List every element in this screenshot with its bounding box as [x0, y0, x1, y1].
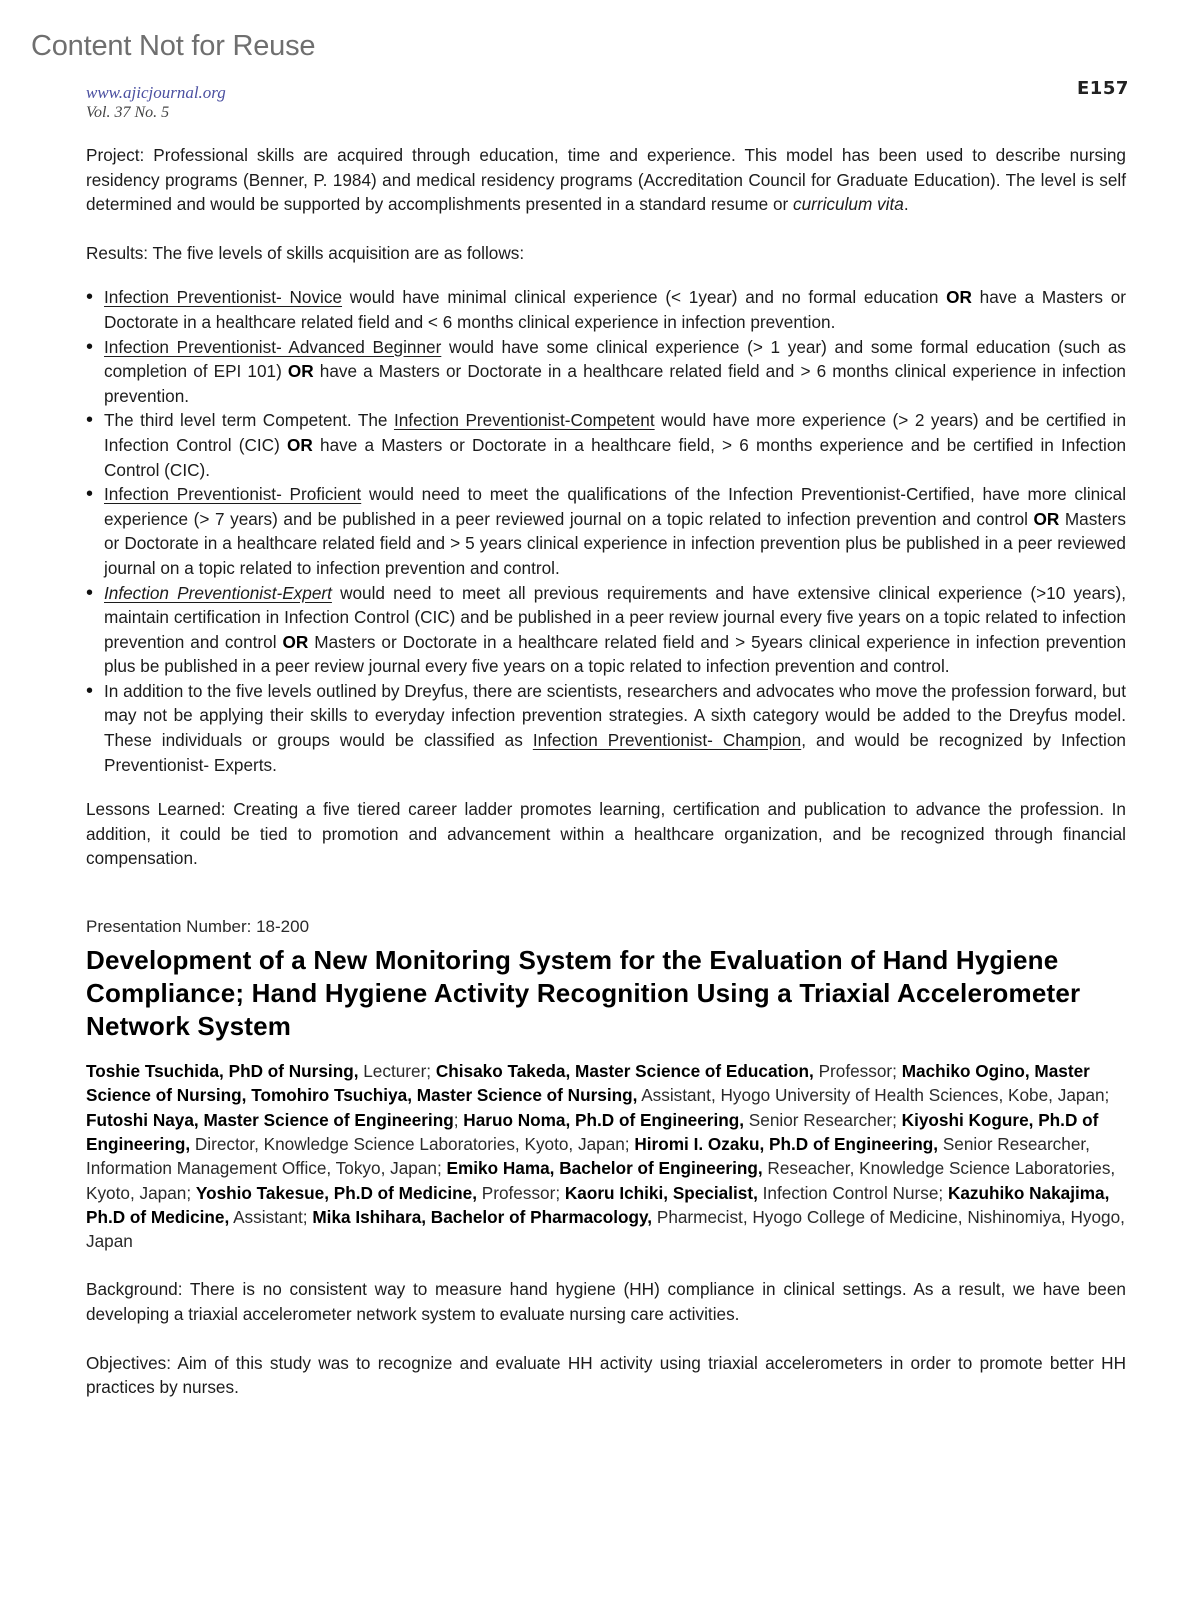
- or-keyword: OR: [1033, 508, 1060, 529]
- or-keyword: OR: [282, 631, 309, 652]
- author-name: Kiyoshi Kogure, Ph.D of Engineering,: [86, 1109, 1099, 1154]
- level-item-proficient: • Infection Preventionist- Proficient would need to meet the qualifications of the Infection Preventionist-Certified, have more clinical experience (> 7 years) and be published in a peer reviewed journal on a topic related to infection prevention and control OR Masters or Doctorate in a healthcare related field and > 5 years clinical experience in infection prevention plus be published in a peer reviewed journal on a topic related to infection prevention and control.: [86, 482, 1126, 580]
- author-name: Yoshio Takesue, Ph.D of Medicine,: [195, 1182, 477, 1203]
- level-item-novice: • Infection Preventionist- Novice would have minimal clinical experience (< 1year) and no formal education OR have a Masters or Doctorate in a healthcare related field and < 6 months clinical experience in infection prevention.: [86, 285, 1126, 334]
- author-name: Emiko Hama, Bachelor of Engineering,: [446, 1158, 763, 1179]
- page-number: E157: [1077, 78, 1129, 99]
- author-name: Kazuhiko Nakajima, Ph.D of Medicine,: [86, 1182, 1110, 1227]
- author-name: Hiromi I. Ozaku, Ph.D of Engineering,: [634, 1133, 939, 1154]
- skill-levels-list: [86, 285, 1126, 777]
- author-name: Kaoru Ichiki, Specialist,: [564, 1182, 758, 1203]
- or-keyword: OR: [287, 361, 314, 382]
- abstract-title: Development of a New Monitoring System for the Evaluation of Hand Hygiene Compliance; Hand Hygiene Activity Recognition Using a Triaxial Accelerometer Network System: [86, 945, 1081, 1042]
- volume-label: Vol. 37 No. 5: [86, 104, 170, 121]
- results-intro: Results: The five levels of skills acquisition are as follows:: [86, 242, 525, 263]
- level-item-expert: • Infection Preventionist-Expert would need to meet all previous requirements and have extensive clinical experience (>10 years), maintain certification in Infection Control (CIC) and be published in a peer review journal every five years on a topic related to infection prevention and control OR Masters or Doctorate in a healthcare related field and > 5years clinical experience in infection prevention plus be published in a peer review journal every five years on a topic related to infection prevention and control.: [86, 581, 1126, 679]
- objectives-paragraph: Objectives: Aim of this study was to recognize and evaluate HH activity using triaxial accelerometers in order to promote better HH practices by nurses.: [86, 1352, 1126, 1398]
- level-item-competent: • The third level term Competent. The Infection Preventionist-Competent would have more experience (> 2 years) and be certified in Infection Control (CIC) OR have a Masters or Doctorate in a healthcare field, > 6 months experience and be certified in Infection Control (CIC).: [86, 408, 1126, 482]
- lessons-learned-paragraph: Lessons Learned: Creating a five tiered career ladder promotes learning, certification and publication to advance the profession. In addition, it could be tied to promotion and advancement within a healthcare organization, and be recognized through financial compensation.: [86, 799, 1126, 869]
- author-name: Machiko Ogino, Master Science of Nursing, Tomohiro Tsuchiya, Master Science of Nursing,: [86, 1061, 1090, 1106]
- author-name: Haruo Noma, Ph.D of Engineering,: [463, 1109, 745, 1130]
- background-paragraph: Background: There is no consistent way to measure hand hygiene (HH) compliance in clinical settings. As a result, we have been developing a triaxial accelerometer network system to evaluate nursing care activities.: [86, 1279, 1126, 1324]
- curriculum-vita-italic: curriculum vita: [793, 194, 904, 215]
- level-term: Infection Preventionist-Competent: [393, 410, 655, 431]
- author-name: Chisako Takeda, Master Science of Education,: [435, 1061, 814, 1082]
- article-body: [86, 143, 1126, 1400]
- author-name: Futoshi Naya, Master Science of Engineering: [86, 1109, 454, 1130]
- level-term: Infection Preventionist- Novice: [104, 287, 343, 308]
- or-keyword: OR: [287, 434, 313, 455]
- level-item-advanced-beginner: • Infection Preventionist- Advanced Beginner would have some clinical experience (> 1 year) and some formal education (such as completion of EPI 101) OR have a Masters or Doctorate in a healthcare related field and > 6 months clinical experience in infection prevention.: [86, 335, 1126, 409]
- author-name: Mika Ishihara, Bachelor of Pharmacology,: [312, 1206, 653, 1227]
- author-name: Toshie Tsuchida, PhD of Nursing,: [86, 1061, 359, 1082]
- level-item-champion: • In addition to the five levels outlined by Dreyfus, there are scientists, researchers and advocates who move the profession forward, but may not be applying their skills to everyday infection prevention strategies. A sixth category would be added to the Dreyfus model. These individuals or groups would be classified as Infection Preventionist- Champion, and would be recognized by Infection Preventionist- Experts.: [86, 679, 1126, 777]
- level-term: Infection Preventionist- Proficient: [104, 484, 362, 505]
- level-term: Infection Preventionist- Champion: [532, 730, 802, 751]
- presentation-number: Presentation Number: 18-200: [86, 917, 310, 937]
- or-keyword: OR: [946, 287, 972, 308]
- level-term: Infection Preventionist- Advanced Beginner: [104, 336, 442, 357]
- author-list: Toshie Tsuchida, PhD of Nursing, Lecturer; Chisako Takeda, Master Science of Education, Professor; Machiko Ogino, Master Science of Nursing, Tomohiro Tsuchiya, Master Science of Nursing, Assistant, Hyogo University of Health Sciences, Kobe, Japan; Futoshi Naya, Master Science of Engineering; Haruo Noma, Ph.D of Engineering, Senior Researcher; Kiyoshi Kogure, Ph.D of Engineering, Director, Knowledge Science Laboratories, Kyoto, Japan; Hiromi I. Ozaku, Ph.D of Engineering, Senior Researcher, Information Management Office, Tokyo, Japan; Emiko Hama, Bachelor of Engineering, Reseacher, Knowledge Science Laboratories, Kyoto, Japan; Yoshio Takesue, Ph.D of Medicine, Professor; Kaoru Ichiki, Specialist, Infection Control Nurse; Kazuhiko Nakajima, Ph.D of Medicine, Assistant; Mika Ishihara, Bachelor of Pharmacology, Pharmecist, Hyogo College of Medicine, Nishinomiya, Hyogo, Japan: [86, 1061, 1125, 1252]
- journal-url-link[interactable]: www.ajicjournal.org: [86, 83, 226, 102]
- project-paragraph: Project: Professional skills are acquired through education, time and experience. This model has been used to describe nursing residency programs (Benner, P. 1984) and medical residency programs (Accreditation Council for Graduate Education). The level is self determined and would be supported by accomplishments presented in a standard resume or curriculum vita.: [86, 145, 1126, 215]
- watermark: Content Not for Reuse: [31, 30, 316, 62]
- level-term: Infection Preventionist-Expert: [104, 582, 332, 603]
